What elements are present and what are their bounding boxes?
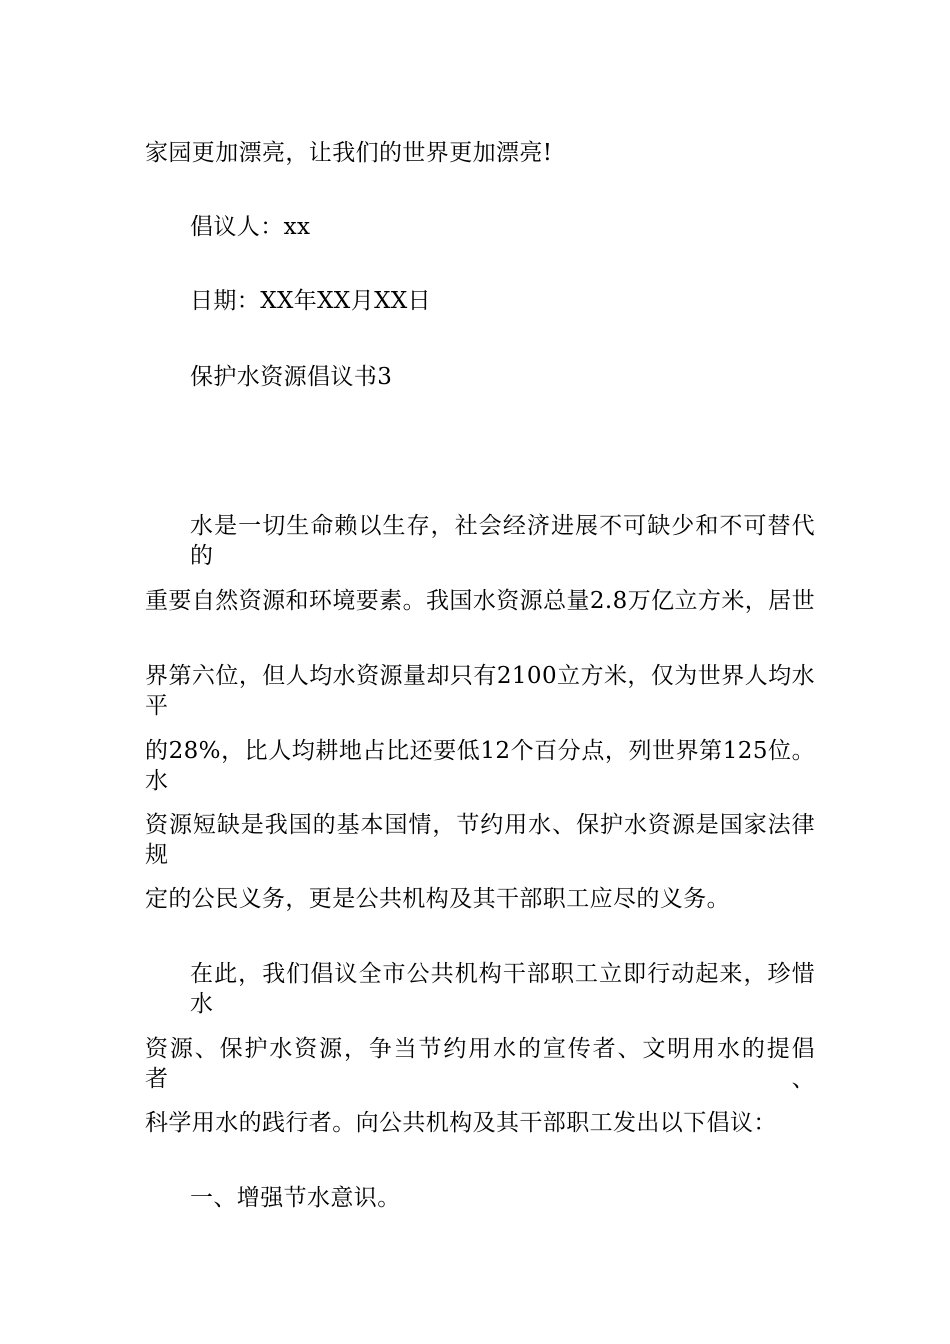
paragraph-1-line-3: 界第六位，但人均水资源量却只有2100立方米，仅为世界人均水平 (145, 663, 815, 719)
paragraph-1-line-6: 定的公民义务，更是公共机构及其干部职工应尽的义务。 (145, 886, 730, 912)
paragraph-2-line-1: 在此，我们倡议全市公共机构干部职工立即行动起来，珍惜水 (190, 961, 815, 1017)
paragraph-2-line-3: 科学用水的践行者。向公共机构及其干部职工发出以下倡议： (145, 1110, 777, 1136)
closing-line: 家园更加漂亮，让我们的世界更加漂亮! (145, 140, 553, 166)
paragraph-1-line-1: 水是一切生命赖以生存，社会经济进展不可缺少和不可替代的 (190, 513, 815, 569)
paragraph-1-line-2: 重要自然资源和环境要素。我国水资源总量2.8万亿立方米，居世 (145, 588, 815, 614)
paragraph-2-line-2: 资源、保护水资源，争当节约用水的宣传者、文明用水的提倡者、 (145, 1036, 815, 1092)
paragraph-1-line-4: 的28%，比人均耕地占比还要低12个百分点，列世界第125位。水 (145, 738, 815, 794)
proposer-line: 倡议人：xx (190, 214, 311, 240)
section-title: 保护水资源倡议书3 (190, 364, 393, 390)
subheading-1: 一、增强节水意识。 (190, 1185, 401, 1211)
paragraph-1-line-5: 资源短缺是我国的基本国情，节约用水、保护水资源是国家法律规 (145, 812, 815, 868)
date-line: 日期：XX年XX月XX日 (190, 288, 432, 314)
